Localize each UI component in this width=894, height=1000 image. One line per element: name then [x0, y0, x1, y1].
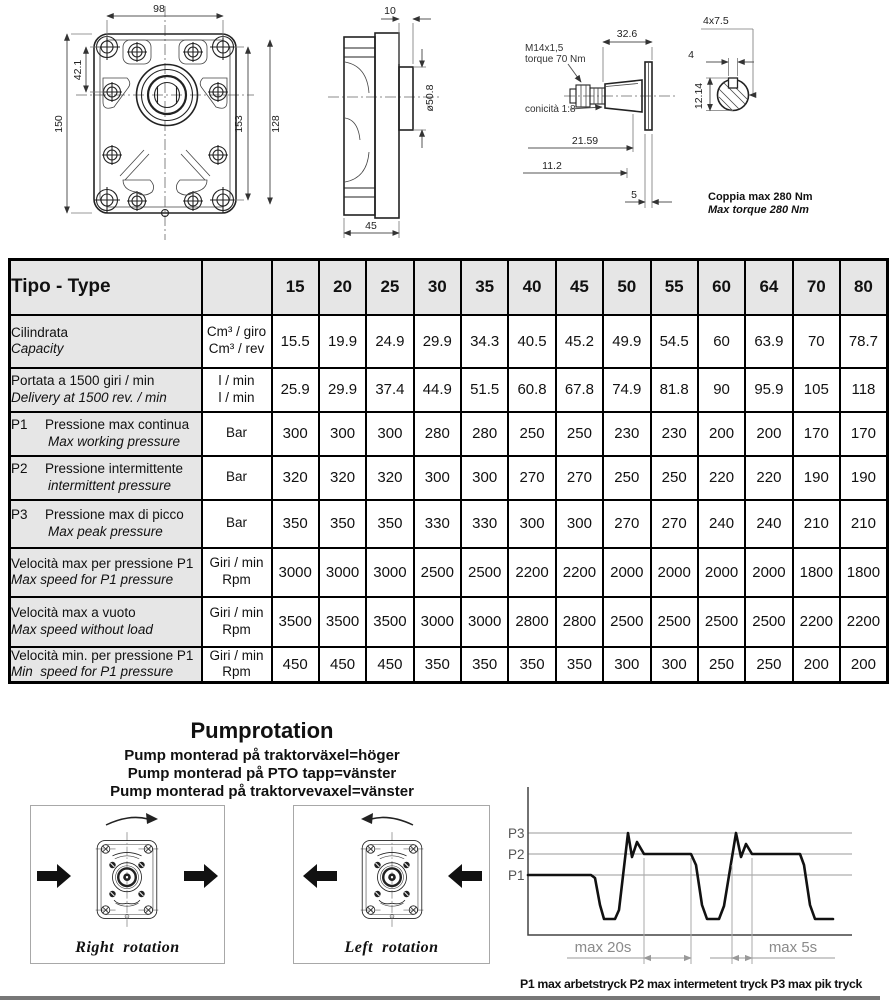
thread-label: M14x1,5: [525, 43, 564, 54]
table-cell: 230: [651, 412, 698, 456]
table-cell: 300: [319, 412, 366, 456]
type-header: 15: [272, 260, 319, 315]
table-cell: 230: [603, 412, 650, 456]
row-unit: l / min l / min: [202, 368, 272, 412]
table-cell: 2200: [508, 548, 555, 597]
rotation-diagram-right: [30, 805, 225, 964]
table-cell: 95.9: [745, 368, 792, 412]
pumprotation-note-1: Pump monterad på traktorväxel=höger: [124, 747, 400, 764]
table-cell: 350: [461, 647, 508, 683]
row-label: P2 Pressione intermittente intermittent pressure: [10, 456, 202, 500]
table-cell: 300: [603, 647, 650, 683]
table-cell: 330: [414, 500, 461, 548]
table-cell: 450: [272, 647, 319, 683]
table-cell: 45.2: [556, 315, 603, 368]
arrow-left-icon: [301, 864, 337, 888]
table-cell: 2000: [745, 548, 792, 597]
counterclockwise-arrow-icon: [360, 811, 418, 829]
taper-label: conicità 1:8: [525, 104, 576, 115]
table-cell: 54.5: [651, 315, 698, 368]
table-cell: 250: [698, 647, 745, 683]
table-cell: 2500: [698, 597, 745, 647]
table-cell: 350: [556, 647, 603, 683]
table-cell: 330: [461, 500, 508, 548]
table-cell: 270: [556, 456, 603, 500]
table-cell: 250: [651, 456, 698, 500]
dim-45: 45: [365, 220, 377, 232]
table-cell: 3000: [319, 548, 366, 597]
row-unit: Bar: [202, 456, 272, 500]
type-header: 40: [508, 260, 555, 315]
table-cell: 3000: [272, 548, 319, 597]
table-row: [10, 647, 888, 683]
table-cell: 220: [745, 456, 792, 500]
table-cell: 190: [793, 456, 840, 500]
type-header: 55: [651, 260, 698, 315]
clockwise-arrow-icon: [101, 811, 159, 829]
table-cell: 90: [698, 368, 745, 412]
table-cell: 3500: [366, 597, 413, 647]
table-cell: 3000: [366, 548, 413, 597]
dim-32-6: 32.6: [616, 28, 638, 40]
table-cell: 29.9: [414, 315, 461, 368]
table-cell: 2800: [556, 597, 603, 647]
table-cell: 60.8: [508, 368, 555, 412]
table-cell: 300: [556, 500, 603, 548]
table-cell: 2500: [745, 597, 792, 647]
table-cell: 2500: [603, 597, 650, 647]
table-cell: 25.9: [272, 368, 319, 412]
spec-table: [8, 258, 889, 684]
table-cell: 240: [745, 500, 792, 548]
table-row: [10, 500, 888, 548]
table-row: [10, 597, 888, 647]
right-rotation-label: Right rotation: [75, 939, 180, 956]
table-cell: 250: [508, 412, 555, 456]
row-unit: Bar: [202, 500, 272, 548]
table-row: [10, 315, 888, 368]
table-cell: 1800: [793, 548, 840, 597]
type-header: 64: [745, 260, 792, 315]
table-cell: 24.9: [366, 315, 413, 368]
type-header: 80: [840, 260, 887, 315]
row-label: P1 Pressione max continua Max working pressure: [10, 412, 202, 456]
thread-torque-label: torque 70 Nm: [525, 54, 586, 65]
table-cell: 2200: [556, 548, 603, 597]
table-cell: 29.9: [319, 368, 366, 412]
table-cell: 300: [508, 500, 555, 548]
table-cell: 200: [793, 647, 840, 683]
table-cell: 34.3: [461, 315, 508, 368]
pumprotation-note-3: Pump monterad på traktorvevaxel=vänster: [110, 783, 414, 800]
table-cell: 200: [698, 412, 745, 456]
p3-axis-label: P3: [508, 826, 525, 841]
pumprotation-note-2: Pump monterad på PTO tapp=vänster: [127, 765, 397, 782]
table-cell: 15.5: [272, 315, 319, 368]
table-cell: 300: [461, 456, 508, 500]
type-header: 25: [366, 260, 413, 315]
table-cell: 270: [508, 456, 555, 500]
pressure-curve: [528, 833, 833, 919]
table-cell: 300: [651, 647, 698, 683]
table-cell: 2000: [603, 548, 650, 597]
type-header: 45: [556, 260, 603, 315]
type-header: 20: [319, 260, 366, 315]
table-cell: 170: [793, 412, 840, 456]
table-cell: 2200: [793, 597, 840, 647]
table-cell: 450: [366, 647, 413, 683]
dim-150: 150: [53, 115, 65, 133]
dim-128: 128: [270, 115, 282, 133]
graph-caption: P1 max arbetstryck P2 max intermetent tryck P3 max pik tryck: [520, 977, 862, 991]
row-unit: Giri / min Rpm: [202, 647, 272, 683]
table-cell: 3500: [272, 597, 319, 647]
dim-98: 98: [153, 3, 165, 15]
key-width-label: 4: [688, 49, 694, 61]
pump-front-icon: [350, 828, 434, 931]
table-cell: 350: [414, 647, 461, 683]
table-cell: 300: [272, 412, 319, 456]
front-view-drawing: [20, 0, 300, 245]
key-height-label: 12.14: [693, 82, 705, 110]
table-cell: 320: [272, 456, 319, 500]
pumprotation-notes: [60, 747, 464, 801]
max-5s-annotation: max 5s: [768, 939, 818, 956]
table-row: [10, 456, 888, 500]
arrow-left-icon: [446, 864, 482, 888]
p1-axis-label: P1: [508, 868, 525, 883]
table-cell: 350: [366, 500, 413, 548]
pumprotation-title: Pumprotation: [190, 718, 334, 743]
table-cell: 450: [319, 647, 366, 683]
table-cell: 280: [461, 412, 508, 456]
dim-21-59: 21.59: [571, 135, 599, 147]
table-cell: 2500: [414, 548, 461, 597]
row-label: Cilindrata Capacity: [10, 315, 202, 368]
table-cell: 51.5: [461, 368, 508, 412]
table-cell: 200: [840, 647, 887, 683]
table-cell: 105: [793, 368, 840, 412]
table-unit-header: [202, 260, 272, 315]
max-20s-annotation: max 20s: [574, 939, 632, 956]
arrow-right-icon: [37, 864, 73, 888]
type-header: 50: [603, 260, 650, 315]
table-cell: 300: [366, 412, 413, 456]
table-row: [10, 368, 888, 412]
table-cell: 19.9: [319, 315, 366, 368]
row-label: Velocità max per pressione P1 Max speed for P1 pressure: [10, 548, 202, 597]
table-cell: 3500: [319, 597, 366, 647]
table-cell: 118: [840, 368, 887, 412]
key-size-label: 4x7.5: [703, 15, 729, 27]
table-cell: 250: [603, 456, 650, 500]
table-cell: 37.4: [366, 368, 413, 412]
table-cell: 350: [319, 500, 366, 548]
dim-11-2: 11.2: [542, 160, 562, 172]
torque-note-en: Max torque 280 Nm: [708, 204, 809, 216]
table-cell: 350: [272, 500, 319, 548]
pump-front-icon: [85, 828, 169, 931]
table-cell: 190: [840, 456, 887, 500]
side-view-drawing: [318, 0, 453, 245]
table-cell: 78.7: [840, 315, 887, 368]
table-cell: 210: [793, 500, 840, 548]
table-cell: 250: [745, 647, 792, 683]
dim-42-1: 42.1: [72, 59, 84, 81]
arrow-right-icon: [184, 864, 220, 888]
dim-5: 5: [631, 189, 637, 201]
table-cell: 3000: [414, 597, 461, 647]
table-cell: 70: [793, 315, 840, 368]
table-row: [10, 412, 888, 456]
table-header-row: [10, 260, 888, 315]
table-cell: 300: [414, 456, 461, 500]
table-cell: 1800: [840, 548, 887, 597]
table-cell: 280: [414, 412, 461, 456]
row-label: P3 Pressione max di picco Max peak pressure: [10, 500, 202, 548]
table-cell: 74.9: [603, 368, 650, 412]
table-cell: 350: [508, 647, 555, 683]
table-cell: 320: [319, 456, 366, 500]
table-cell: 2200: [840, 597, 887, 647]
table-cell: 240: [698, 500, 745, 548]
row-unit: Bar: [202, 412, 272, 456]
dim-10: 10: [384, 5, 396, 17]
table-title: Tipo - Type: [10, 260, 202, 315]
dim-153: 153: [233, 115, 245, 133]
type-header: 70: [793, 260, 840, 315]
row-unit: Giri / min Rpm: [202, 597, 272, 647]
table-cell: 210: [840, 500, 887, 548]
table-cell: 44.9: [414, 368, 461, 412]
table-row: [10, 548, 888, 597]
table-cell: 49.9: [603, 315, 650, 368]
table-cell: 270: [603, 500, 650, 548]
p2-axis-label: P2: [508, 847, 525, 862]
row-label: Velocità max a vuoto Max speed without load: [10, 597, 202, 647]
dim-50-8: ø50.8: [424, 84, 436, 112]
row-unit: Giri / min Rpm: [202, 548, 272, 597]
table-cell: 63.9: [745, 315, 792, 368]
table-cell: 2800: [508, 597, 555, 647]
table-cell: 220: [698, 456, 745, 500]
table-cell: 2000: [651, 548, 698, 597]
type-header: 30: [414, 260, 461, 315]
shaft-detail-drawing: [490, 0, 890, 230]
key-section-drawing: [688, 15, 754, 111]
left-rotation-label: Left rotation: [344, 939, 439, 956]
table-cell: 320: [366, 456, 413, 500]
type-header: 35: [461, 260, 508, 315]
table-cell: 2000: [698, 548, 745, 597]
table-cell: 3000: [461, 597, 508, 647]
torque-note-it: Coppia max 280 Nm: [708, 191, 813, 203]
table-cell: 170: [840, 412, 887, 456]
table-cell: 270: [651, 500, 698, 548]
row-label: Velocità min. per pressione P1 Min speed for P1 pressure: [10, 647, 202, 683]
table-cell: 67.8: [556, 368, 603, 412]
table-cell: 2500: [461, 548, 508, 597]
table-cell: 40.5: [508, 315, 555, 368]
table-cell: 2500: [651, 597, 698, 647]
table-cell: 60: [698, 315, 745, 368]
table-cell: 81.8: [651, 368, 698, 412]
table-cell: 200: [745, 412, 792, 456]
row-unit: Cm³ / giro Cm³ / rev: [202, 315, 272, 368]
row-label: Portata a 1500 giri / min Delivery at 1500 rev. / min: [10, 368, 202, 412]
pressure-time-graph: [505, 780, 890, 972]
type-header: 60: [698, 260, 745, 315]
page-edge-strip: [0, 996, 880, 1000]
table-cell: 250: [556, 412, 603, 456]
rotation-diagram-left: [293, 805, 490, 964]
